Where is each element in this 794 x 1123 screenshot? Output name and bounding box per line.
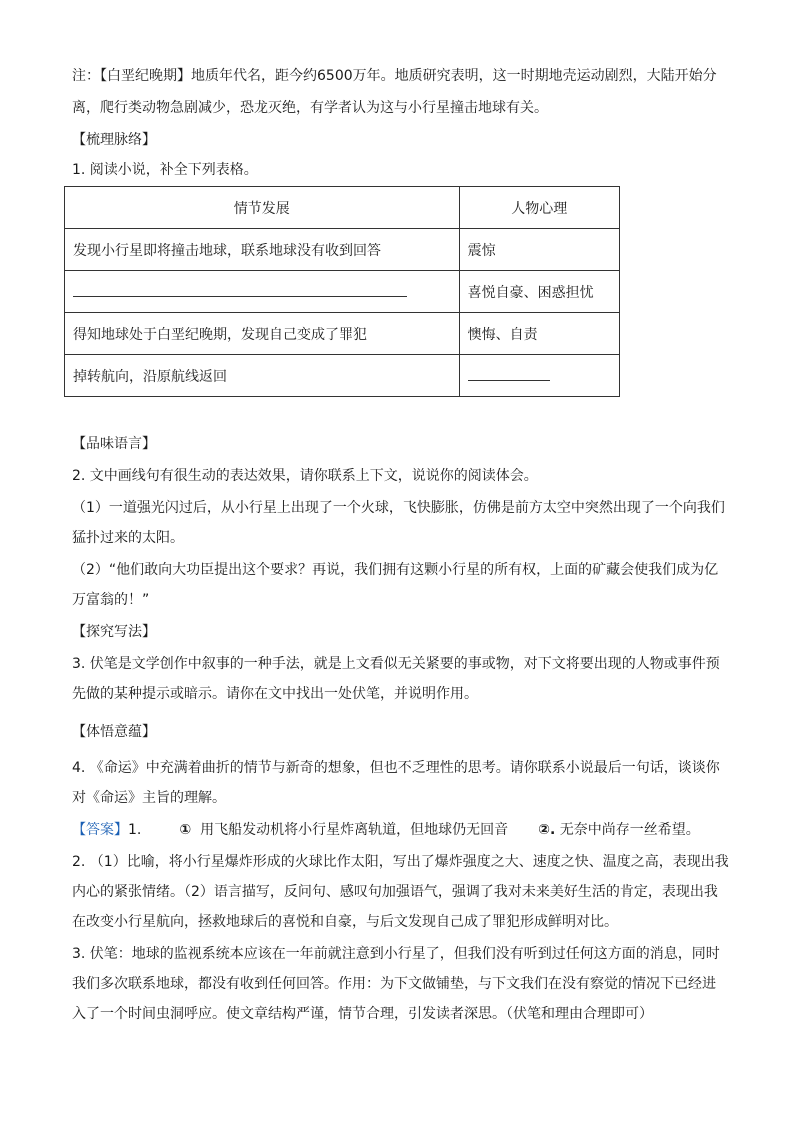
question-4-line-2: 对《命运》主旨的理解。: [72, 790, 226, 806]
table-row: [65, 271, 620, 313]
table-row: [65, 355, 620, 397]
table-cell-mood: 震惊: [459, 229, 619, 271]
plot-emotion-table: [64, 186, 620, 397]
answer-3-line-2: 我们多次联系地球，都没有收到任何回答。作用：为下文做铺垫，与下文我们在没有察觉的情况下已经进: [72, 976, 716, 992]
table-row: [65, 229, 620, 271]
question-2: 2. 文中画线句有很生动的表达效果，请你联系上下文，说说你的阅读体会。: [72, 468, 538, 484]
answer-tag: 【答案】: [72, 822, 128, 838]
section-title-outline: 【梳理脉络】: [72, 132, 156, 148]
table-cell-plot-blank: [65, 271, 460, 313]
fill-in-blank: [468, 366, 550, 381]
table-cell-plot: 掉转航向，沿原航线返回: [65, 355, 460, 397]
table-cell-mood: 喜悦自豪、困惑担忧: [459, 271, 619, 313]
note-line-2: 离，爬行类动物急剧减少，恐龙灭绝，有学者认为这与小行星撞击地球有关。: [72, 100, 548, 116]
note-line-1: 注：【白垩纪晚期】地质年代名，距今约6500万年。地质研究表明，这一时期地壳运动剧烈，大陆开始分: [72, 68, 717, 84]
question-3-line-1: 3. 伏笔是文学创作中叙事的一种手法，就是上文看似无关紧要的事或物，对下文将要出现的人物或事件预: [72, 656, 720, 672]
section-title-meaning: 【体悟意蕴】: [72, 724, 156, 740]
answer-2-line-2: 内心的紧张情绪。（2）语言描写，反问句、感叹句加强语气，强调了我对未来美好生活的肯定，表现出我: [72, 884, 718, 900]
answer-marker-2: ②.: [538, 822, 556, 838]
answer-2-line-3: 在改变小行星航向，拯救地球后的喜悦和自豪，与后文发现自己成了罪犯形成鲜明对比。: [72, 914, 618, 930]
table-cell-plot: 发现小行星即将撞击地球，联系地球没有收到回答: [65, 229, 460, 271]
question-2-1-line-2: 猛扑过来的太阳。: [72, 530, 184, 546]
answer-3-line-1: 3. 伏笔：地球的监视系统本应该在一年前就注意到小行星了，但我们没有听到过任何这方面的消息，同时: [72, 946, 720, 962]
answer-1-part-2: 无奈中尚存一丝希望。: [559, 822, 700, 838]
answer-1-number: 1.: [128, 822, 142, 838]
table-header-row: [65, 187, 620, 229]
answer-1-line: [72, 820, 732, 840]
question-2-2-line-1: （2）“他们敢向大功臣提出这个要求？再说，我们拥有这颗小行星的所有权，上面的矿藏会使我们成为亿: [72, 562, 719, 578]
table-header-plot: 情节发展: [65, 187, 460, 229]
fill-in-blank: [73, 282, 407, 297]
question-4-line-1: 4. 《命运》中充满着曲折的情节与新奇的想象，但也不乏理性的思考。请你联系小说最后一句话，谈谈你: [72, 760, 720, 776]
table-row: [65, 313, 620, 355]
table-header-mood: 人物心理: [459, 187, 619, 229]
question-1: 1. 阅读小说，补全下列表格。: [72, 162, 258, 178]
section-title-language: 【品味语言】: [72, 436, 156, 452]
section-title-writing: 【探究写法】: [72, 624, 156, 640]
table-cell-mood: 懊悔、自责: [459, 313, 619, 355]
answer-3-line-3: 入了一个时间虫洞呼应。使文章结构严谨，情节合理，引发读者深思。（伏笔和理由合理即可）: [72, 1006, 653, 1022]
answer-2-line-1: 2. （1）比喻，将小行星爆炸形成的火球比作太阳，写出了爆炸强度之大、速度之快、温度之高，表现出我: [72, 854, 729, 870]
table-cell-plot: 得知地球处于白垩纪晚期，发现自己变成了罪犯: [65, 313, 460, 355]
answer-1-part-1: 用飞船发动机将小行星炸离轨道，但地球仍无回音: [200, 822, 509, 838]
question-2-2-line-2: 万富翁的！”: [72, 592, 150, 608]
table-cell-mood-blank: [459, 355, 619, 397]
answer-marker-1: ①: [179, 822, 192, 838]
question-2-1-line-1: （1）一道强光闪过后，从小行星上出现了一个火球，飞快膨胀，仿佛是前方太空中突然出现了一个向我们: [72, 500, 725, 516]
question-3-line-2: 先做的某种提示或暗示。请你在文中找出一处伏笔，并说明作用。: [72, 686, 478, 702]
